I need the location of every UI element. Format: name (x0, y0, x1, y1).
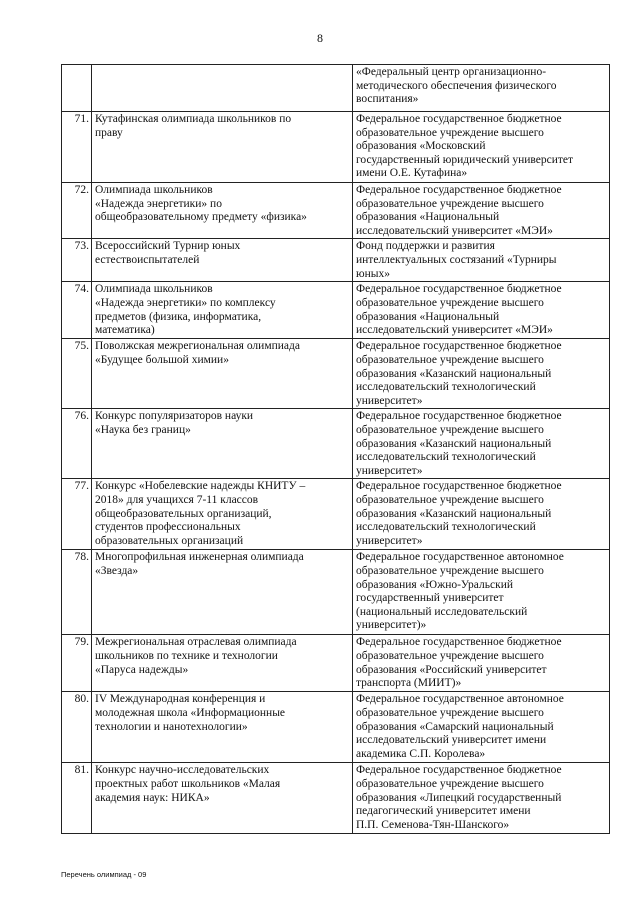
organizer-text: Федеральное государственное бюджетное образовательное учреждение высшего образования «Казанский национальный исследовательский технологический университет» (356, 410, 562, 477)
olympiad-name-text: IV Международная конференция и молодежная школа «Информационные технологии и нанотехнологии» (95, 693, 286, 733)
table-row (62, 763, 610, 834)
olympiad-name-text: Конкурс популяризаторов науки «Наука без границ» (95, 410, 254, 436)
olympiad-name-text: Многопрофильная инженерная олимпиада «Звезда» (95, 551, 304, 577)
organizer (353, 409, 610, 479)
organizer (353, 183, 610, 239)
table-row (62, 239, 610, 282)
organizer-text: Федеральное государственное бюджетное образовательное учреждение высшего образования «Национальный исследовательский университет «МЭИ» (356, 283, 562, 337)
organizer (353, 65, 610, 112)
row-number: 75. (62, 339, 92, 409)
olympiad-name-text: Конкурс «Нобелевские надежды КНИТУ – 2018» для учащихся 7-11 классов общеобразовательных организаций, студентов профессиональных образовательных организаций (95, 480, 306, 547)
table-row (62, 550, 610, 635)
page-number: 8 (317, 31, 323, 45)
row-number: 76. (62, 409, 92, 479)
organizer-text: «Федеральный центр организационно- методического обеспечения физического воспитания» (356, 66, 557, 106)
olympiad-table (61, 64, 610, 834)
olympiad-name (92, 239, 353, 282)
organizer (353, 339, 610, 409)
olympiad-name (92, 183, 353, 239)
row-number (62, 65, 92, 112)
organizer-text: Федеральное государственное бюджетное образовательное учреждение высшего образования «Казанский национальный исследовательский технологический университет» (356, 480, 562, 547)
organizer-text: Федеральное государственное бюджетное образовательное учреждение высшего образования «Московский государственный юридический университет имени О.Е. Кутафина» (356, 113, 574, 180)
organizer-text: Федеральное государственное бюджетное образовательное учреждение высшего образования «Казанский национальный исследовательский технологический университет» (356, 340, 562, 407)
olympiad-name-text: Конкурс научно-исследовательских проектных работ школьников «Малая академия наук: НИКА» (95, 764, 281, 804)
olympiad-name-text: Кутафинская олимпиада школьников по праву (95, 113, 292, 139)
organizer-text: Федеральное государственное автономное образовательное учреждение высшего образования «Самарский национальный исследовательский университет имени академика С.П. Королева» (356, 693, 564, 760)
organizer (353, 112, 610, 183)
footer-doc-id: Перечень олимпиад - 09 (61, 870, 147, 879)
row-number: 73. (62, 239, 92, 282)
organizer (353, 635, 610, 692)
organizer-text: Фонд поддержки и развития интеллектуальных состязаний «Турниры юных» (356, 240, 557, 280)
olympiad-name (92, 339, 353, 409)
olympiad-name (92, 65, 353, 112)
organizer-text: Федеральное государственное автономное образовательное учреждение высшего образования «Южно-Уральский государственный университет (национальный исследовательский университет)» (356, 551, 564, 632)
olympiad-name (92, 112, 353, 183)
table-row (62, 183, 610, 239)
organizer (353, 239, 610, 282)
table-row (62, 692, 610, 763)
olympiad-name (92, 479, 353, 550)
olympiad-name (92, 409, 353, 479)
olympiad-name (92, 635, 353, 692)
olympiad-name-text: Поволжская межрегиональная олимпиада «Будущее большой химии» (95, 340, 300, 366)
row-number: 72. (62, 183, 92, 239)
organizer (353, 550, 610, 635)
table-row (62, 65, 610, 112)
organizer (353, 479, 610, 550)
table-row (62, 635, 610, 692)
table-row (62, 339, 610, 409)
olympiad-name-text: Межрегиональная отраслевая олимпиада школьников по технике и технологии «Паруса надежды» (95, 636, 297, 676)
olympiad-name (92, 550, 353, 635)
table-row (62, 479, 610, 550)
organizer (353, 763, 610, 834)
row-number: 80. (62, 692, 92, 763)
table-row (62, 112, 610, 183)
organizer-text: Федеральное государственное бюджетное образовательное учреждение высшего образования «Российский университет транспорта (МИИТ)» (356, 636, 562, 690)
organizer-text: Федеральное государственное бюджетное образовательное учреждение высшего образования «Липецкий государственный педагогический университет имени П.П. Семенова-Тян-Шанского» (356, 764, 562, 831)
olympiad-name-text: Олимпиада школьников «Надежда энергетики» по комплексу предметов (физика, информатика, математика) (95, 283, 276, 337)
row-number: 78. (62, 550, 92, 635)
row-number: 71. (62, 112, 92, 183)
olympiad-name-text: Всероссийский Турнир юных естествоиспытателей (95, 240, 241, 266)
olympiad-name (92, 692, 353, 763)
organizer-text: Федеральное государственное бюджетное образовательное учреждение высшего образования «Национальный исследовательский университет «МЭИ» (356, 184, 562, 237)
olympiad-name (92, 282, 353, 339)
row-number: 74. (62, 282, 92, 339)
organizer (353, 692, 610, 763)
olympiad-name-text: Олимпиада школьников «Надежда энергетики» по общеобразовательному предмету «физика» (95, 184, 307, 224)
organizer (353, 282, 610, 339)
table-row (62, 409, 610, 479)
row-number: 77. (62, 479, 92, 550)
row-number: 81. (62, 763, 92, 834)
table-row (62, 282, 610, 339)
olympiad-name (92, 763, 353, 834)
row-number: 79. (62, 635, 92, 692)
